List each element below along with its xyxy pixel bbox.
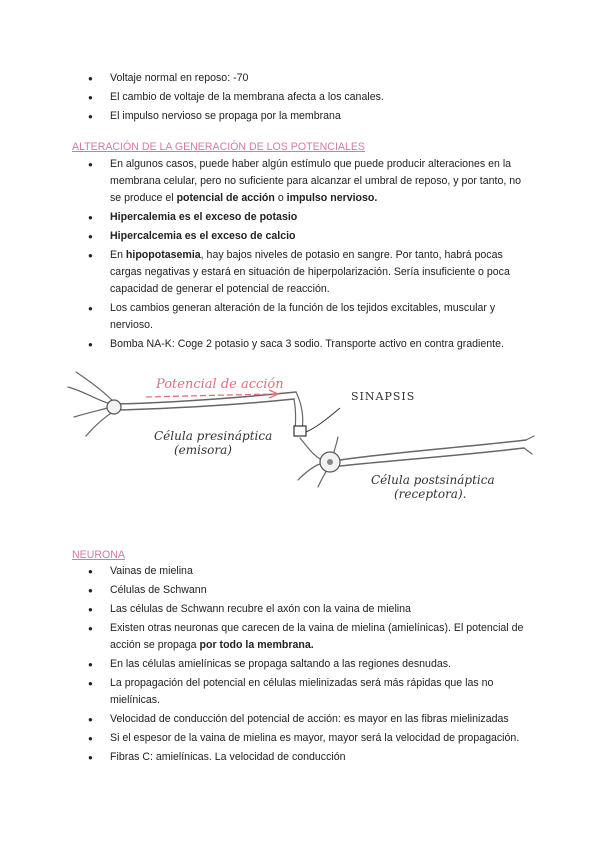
text: , hay bajos niveles de potasio en sangre. Por tanto, habrá pocas cargas negativas y estará en situación de hiperpolarización. Sería insuficiente o poca capacidad de generar el potencial de reacción. xyxy=(110,249,510,295)
list-item: ● Voltaje normal en reposo: -70 xyxy=(72,70,532,87)
list-item: ● En las células amielínicas se propaga saltando a las regiones desnudas. xyxy=(72,656,532,673)
list-item: ● Bomba NA-K: Coge 2 potasio y saca 3 sodio. Transporte activo en contra gradiente. xyxy=(72,336,532,353)
synapse-diagram xyxy=(66,352,536,522)
presynaptic-sublabel: (emisora) xyxy=(174,443,232,457)
section2-bullet-list xyxy=(72,563,532,768)
list-item: ● Si el espesor de la vaina de mielina es mayor, mayor será la velocidad de propagación. xyxy=(72,730,532,747)
section-heading-alteracion: ALTERACIÓN DE LA GENERACIÓN DE LOS POTENCIALES xyxy=(72,141,365,153)
bold-text: hipopotasemia xyxy=(125,249,201,261)
list-item xyxy=(72,209,532,226)
text: o xyxy=(274,192,287,204)
list-item: ● El impulso nervioso se propaga por la membrana xyxy=(72,108,532,125)
list-item: ● La propagación del potencial en células mielinizadas será más rápidas que las no mielínicas. xyxy=(72,675,532,709)
list-item: ● Los cambios generan alteración de la función de los tejidos excitables, muscular y nervioso. xyxy=(72,300,532,334)
section1-bullet-list xyxy=(72,156,532,355)
bold-text: potencial de acción xyxy=(176,192,275,204)
list-item: ● Las células de Schwann recubre el axón con la vaina de mielina xyxy=(72,601,532,618)
synapse-pointer-line xyxy=(306,408,340,432)
postsynaptic-label: Célula postsináptica xyxy=(371,473,495,487)
presynaptic-label: Célula presináptica xyxy=(154,429,273,443)
postsynaptic-sublabel: (receptora). xyxy=(394,487,467,501)
synapse-label: SINAPSIS xyxy=(351,390,416,403)
list-item: ● Fibras C: amielínicas. La velocidad de conducción xyxy=(72,749,532,766)
list-item xyxy=(72,247,532,298)
synapse-box xyxy=(294,426,306,436)
text: En algunos casos, puede haber algún estímulo que puede producir alteraciones en la membrana celular, pero no suficiente para alcanzar el umbral de reposo, y por tanto, no se produce el xyxy=(110,158,522,204)
bold-text: Hipercalcemia es el exceso de calcio xyxy=(110,230,296,242)
list-item xyxy=(72,228,532,245)
bold-text: por todo la membrana. xyxy=(199,639,314,651)
text: Existen otras neuronas que carecen de la vaina de mielina (amielínicas). El potencial de acción se propaga xyxy=(110,622,524,651)
bold-text: Hipercalemia es el exceso de potasio xyxy=(110,211,298,223)
list-item: ● Vainas de mielina xyxy=(72,563,532,580)
intro-bullet-list xyxy=(72,70,532,127)
arrow-label: Potencial de acción xyxy=(156,377,284,392)
postsynaptic-nucleus xyxy=(327,459,333,465)
text: En xyxy=(110,249,126,261)
presynaptic-soma xyxy=(107,400,121,414)
list-item: ● Velocidad de conducción del potencial de acción: es mayor en las fibras mielinizadas xyxy=(72,711,532,728)
list-item: ● El cambio de voltaje de la membrana afecta a los canales. xyxy=(72,89,532,106)
list-item: ● Células de Schwann xyxy=(72,582,532,599)
list-item xyxy=(72,156,532,207)
list-item xyxy=(72,620,532,654)
neuron-illustration xyxy=(66,352,536,522)
section-heading-neurona: NEURONA xyxy=(72,549,125,561)
bold-text: impulso nervioso. xyxy=(286,192,378,204)
